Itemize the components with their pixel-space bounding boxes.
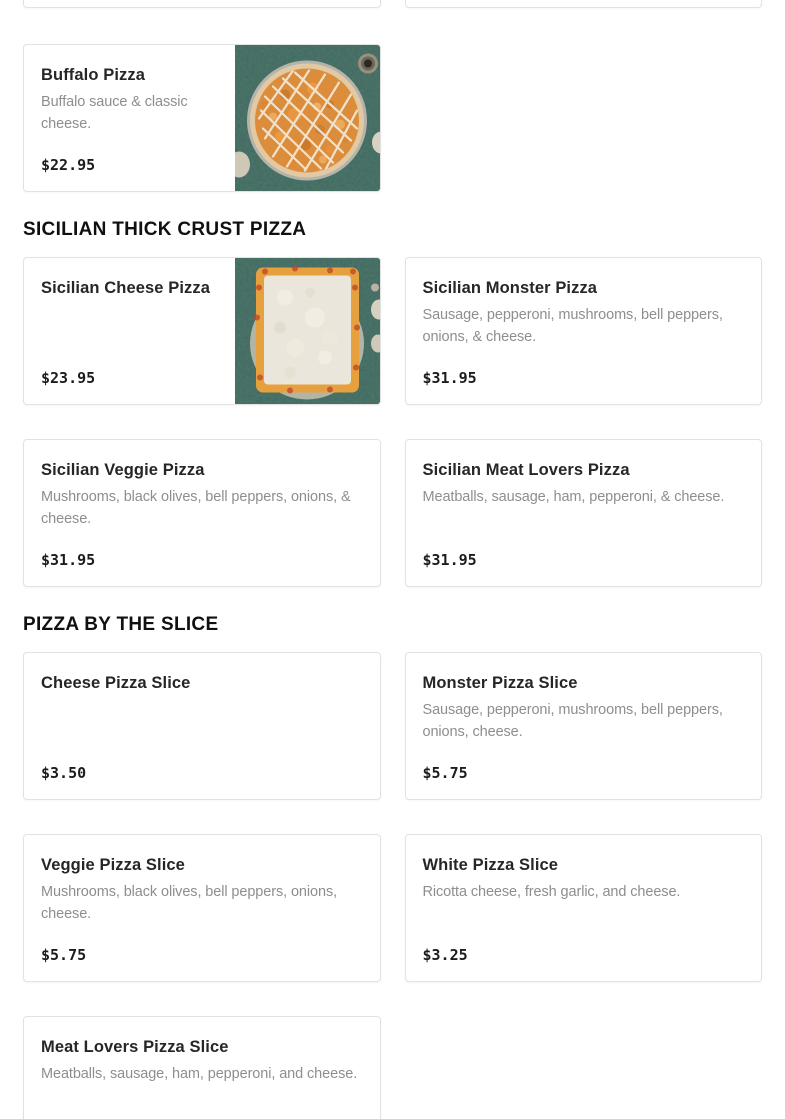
item-name: White Pizza Slice xyxy=(422,856,559,874)
item-description: Mushrooms, black olives, bell peppers, onions, cheese. xyxy=(41,884,338,922)
item-description: Sausage, pepperoni, mushrooms, bell peppers, onions, & cheese. xyxy=(422,307,723,345)
menu-item-sicilian-meat-lovers-pizza[interactable] xyxy=(405,439,763,587)
menu-item-card-partial[interactable] xyxy=(405,0,763,8)
item-price: $3.50 xyxy=(41,764,87,782)
menu-item-buffalo-pizza[interactable] xyxy=(23,44,381,192)
section-heading-pizza-by-the-slice: PIZZA BY THE SLICE xyxy=(23,614,219,635)
item-description: Mushrooms, black olives, bell peppers, onions, & cheese. xyxy=(41,489,351,527)
item-description: Sausage, pepperoni, mushrooms, bell peppers, onions, cheese. xyxy=(422,702,723,740)
card-body xyxy=(24,258,235,404)
item-name: Sicilian Cheese Pizza xyxy=(41,279,211,297)
item-description: Meatballs, sausage, ham, pepperoni, & cheese. xyxy=(422,489,725,505)
card-body xyxy=(406,440,762,586)
card-body xyxy=(24,440,380,586)
menu-item-sicilian-cheese-pizza[interactable] xyxy=(23,257,381,405)
item-name: Sicilian Monster Pizza xyxy=(422,279,598,297)
menu-item-veggie-pizza-slice[interactable] xyxy=(23,834,381,982)
item-price: $22.95 xyxy=(41,156,96,174)
buffalo-pizza-photo xyxy=(235,45,380,191)
item-price: $5.75 xyxy=(422,764,468,782)
menu-item-sicilian-monster-pizza[interactable] xyxy=(405,257,763,405)
item-name: Sicilian Meat Lovers Pizza xyxy=(422,461,630,479)
item-price: $23.95 xyxy=(41,369,96,387)
card-body xyxy=(406,258,762,404)
section-heading-sicilian: SICILIAN THICK CRUST PIZZA xyxy=(23,219,307,240)
menu-row xyxy=(23,652,762,1119)
item-price: $31.95 xyxy=(422,551,477,569)
item-name: Buffalo Pizza xyxy=(41,66,145,84)
menu-item-monster-pizza-slice[interactable] xyxy=(405,652,763,800)
sicilian-cheese-pizza-photo xyxy=(235,258,380,404)
menu-item-white-pizza-slice[interactable] xyxy=(405,834,763,982)
menu-item-cheese-pizza-slice[interactable] xyxy=(23,652,381,800)
item-price: $31.95 xyxy=(422,369,477,387)
card-body xyxy=(406,835,762,981)
menu-row xyxy=(23,257,762,587)
item-name: Veggie Pizza Slice xyxy=(41,856,185,874)
item-name: Monster Pizza Slice xyxy=(422,674,578,692)
card-body xyxy=(24,1017,380,1119)
previous-menu-row-partial xyxy=(23,0,762,8)
card-body xyxy=(406,653,762,799)
card-body xyxy=(24,45,235,191)
item-price: $31.95 xyxy=(41,551,96,569)
item-description: Ricotta cheese, fresh garlic, and cheese. xyxy=(422,884,681,900)
item-name: Sicilian Veggie Pizza xyxy=(41,461,205,479)
item-description: Meatballs, sausage, ham, pepperoni, and cheese. xyxy=(41,1066,358,1082)
item-name: Cheese Pizza Slice xyxy=(41,674,191,692)
item-name: Meat Lovers Pizza Slice xyxy=(41,1038,229,1056)
menu-row xyxy=(23,44,762,192)
card-body xyxy=(24,835,380,981)
item-description: Buffalo sauce & classic cheese. xyxy=(41,94,188,132)
item-price: $5.75 xyxy=(41,946,87,964)
menu-item-card-partial[interactable] xyxy=(23,0,381,8)
menu-item-sicilian-veggie-pizza[interactable] xyxy=(23,439,381,587)
menu-item-meat-lovers-pizza-slice[interactable] xyxy=(23,1016,381,1119)
card-body xyxy=(24,653,380,799)
item-price: $3.25 xyxy=(422,946,468,964)
